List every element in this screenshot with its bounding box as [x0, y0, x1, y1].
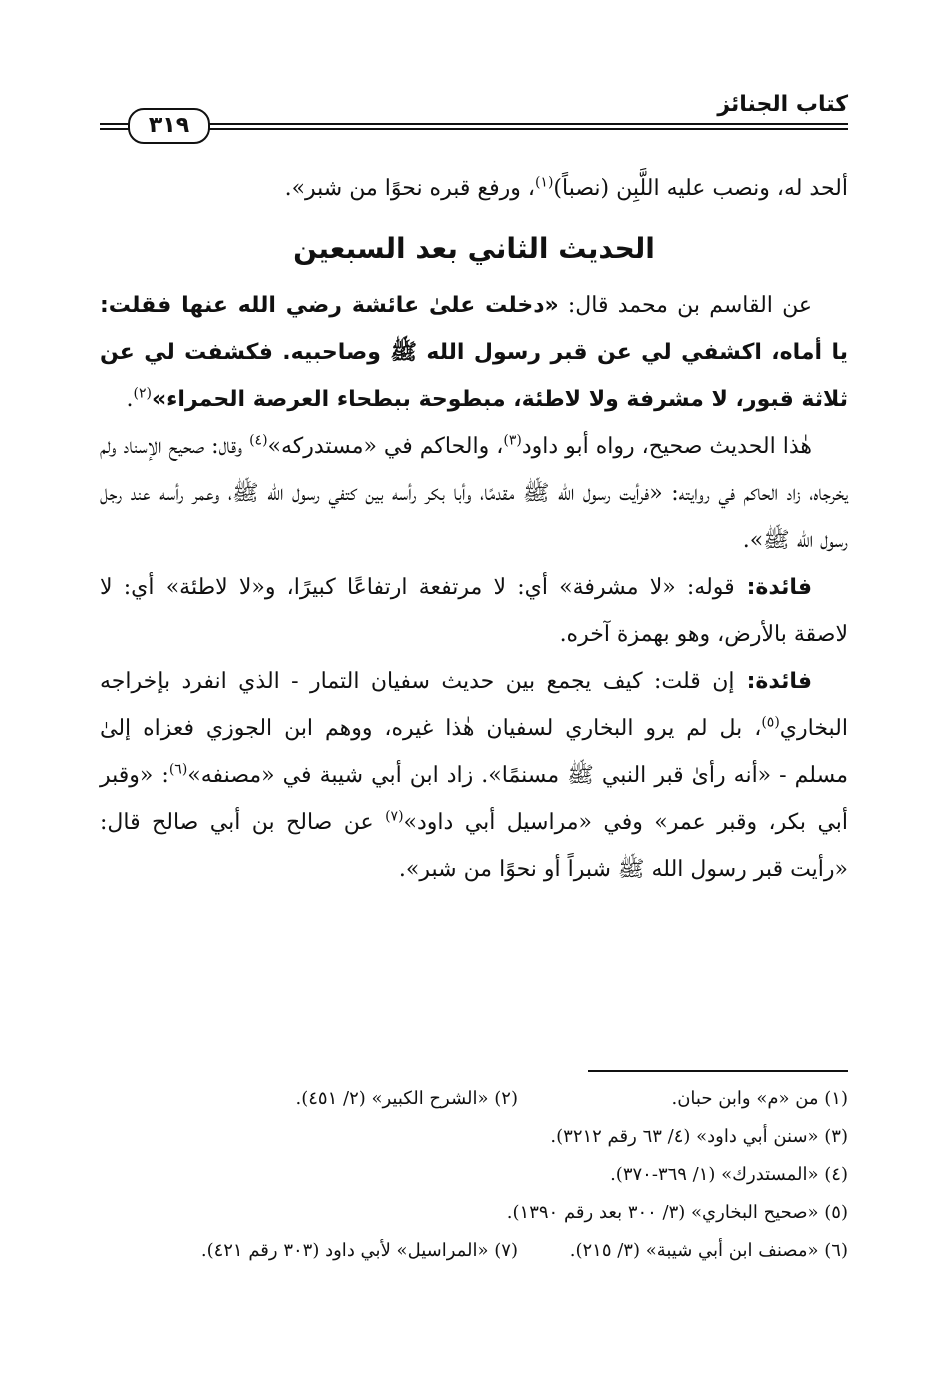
text-run: ، والحاكم في «مستدركه»	[267, 434, 504, 459]
hadith-quote: «دخلت علىٰ عائشة رضي الله عنها فقلت: يا أماه، اكشفي لي عن قبر رسول الله ﷺ وصاحبيه. فكشفت لي عن ثلاثة قبور، لا مشرفة ولا لاطئة، مبطوحة ببطحاء العرصة الحمراء»	[100, 293, 848, 412]
footnote-6: (٦) «مصنف ابن أبي شيبة» (٣/ ٢١٥).	[569, 1240, 848, 1261]
footnotes	[100, 1080, 848, 1270]
footnote-ref[interactable]: (١)	[534, 174, 554, 191]
text-run: إن قلت: كيف يجمع بين حديث سفيان التمار - الذي انفرد بإخراجه البخاري	[100, 669, 848, 741]
header-rule-top	[100, 123, 848, 125]
footnote-4: (٤) «المستدرك» (١/ ٣٦٩-٣٧٠).	[610, 1164, 848, 1185]
footnote-5: (٥) «صحيح البخاري» (٣/ ٣٠٠ بعد رقم ١٣٩٠).	[506, 1202, 848, 1223]
footnote-ref[interactable]: (٧)	[385, 808, 404, 825]
page-number-badge: ٣١٩	[128, 108, 210, 144]
footnote-ref[interactable]: (٥)	[761, 714, 780, 731]
footnote-3: (٣) «سنن أبي داود» (٤/ ٦٣ رقم ٣٢١٢).	[550, 1126, 848, 1147]
text-run: .	[126, 387, 134, 412]
running-title: كتاب الجنائز	[717, 92, 848, 117]
footnote-ref[interactable]: (٢)	[133, 385, 152, 402]
text-run: : «وقبر أبي بكر، وقبر عمر» وفي «مراسيل أبي داود»	[100, 763, 849, 835]
narrator-intro: عن القاسم بن محمد قال:	[558, 293, 812, 318]
header-rule-bottom	[100, 128, 848, 130]
footnote-ref[interactable]: (٦)	[168, 761, 188, 778]
main-text	[100, 165, 848, 893]
footnote-row	[100, 1080, 848, 1118]
text-run: عن صالح بن أبي صالح قال: «رأيت قبر رسول الله ﷺ شبراً أو نحوًا من شبر».	[100, 810, 848, 882]
paragraph-continued	[100, 165, 848, 212]
footnote-row	[100, 1156, 848, 1194]
text-run: هٰذا الحديث صحيح، رواه أبو داود	[521, 434, 812, 459]
text-run: قوله: «لا مشرفة» أي: لا مرتفعة ارتفاعًا كبيرًا، و«لا لاطئة» أي: لا لاصقة بالأرض، وهو بهمزة آخره.	[100, 575, 848, 647]
footnote-row	[100, 1118, 848, 1156]
text-run: ، بل لم يرو البخاري لسفيان هٰذا غيره، ووهم ابن الجوزي فعزاه إلىٰ مسلم - «أنه رأىٰ قبر النبي ﷺ مسنمًا». زاد ابن أبي شيبة في «مصنفه»	[100, 716, 848, 788]
benefit-paragraph	[100, 564, 848, 658]
benefit-label: فائدة:	[734, 575, 812, 600]
hadith-text	[100, 282, 848, 423]
footnote-ref[interactable]: (٤)	[249, 432, 268, 449]
footnote-ref[interactable]: (٣)	[503, 432, 522, 449]
benefit-label: فائدة:	[734, 669, 812, 694]
footnote-2: (٢) «الشرح الكبير» (٢/ ٤٥١).	[295, 1088, 518, 1109]
text-run: وقال: صحيح الإسناد ولم يخرجاه، زاد الحاكم في روايته: «فرأيت رسول الله ﷺ مقدمًا، وأبا بكر رأسه بين كتفي رسول الله ﷺ، وعمر رأسه عند رجل رسول الله ﷺ».	[100, 434, 848, 553]
footnote-row	[100, 1194, 848, 1232]
text-run: ، ورفع قبره نحوًا من شبر».	[284, 176, 535, 201]
footnote-7: (٧) «المراسيل» لأبي داود (٣٠٣ رقم ٤٢١).	[200, 1240, 518, 1261]
benefit-paragraph	[100, 658, 848, 893]
footnote-1: (١) من «م» وابن حبان.	[671, 1088, 848, 1109]
hadith-heading: الحديث الثاني بعد السبعين	[293, 232, 655, 265]
commentary-paragraph	[100, 423, 848, 564]
footnote-row	[100, 1232, 848, 1270]
footnote-separator	[588, 1070, 848, 1072]
page-header	[100, 90, 848, 150]
text-run: ألحد له، ونصب عليه اللَّبِن (نصباً)	[553, 176, 848, 201]
